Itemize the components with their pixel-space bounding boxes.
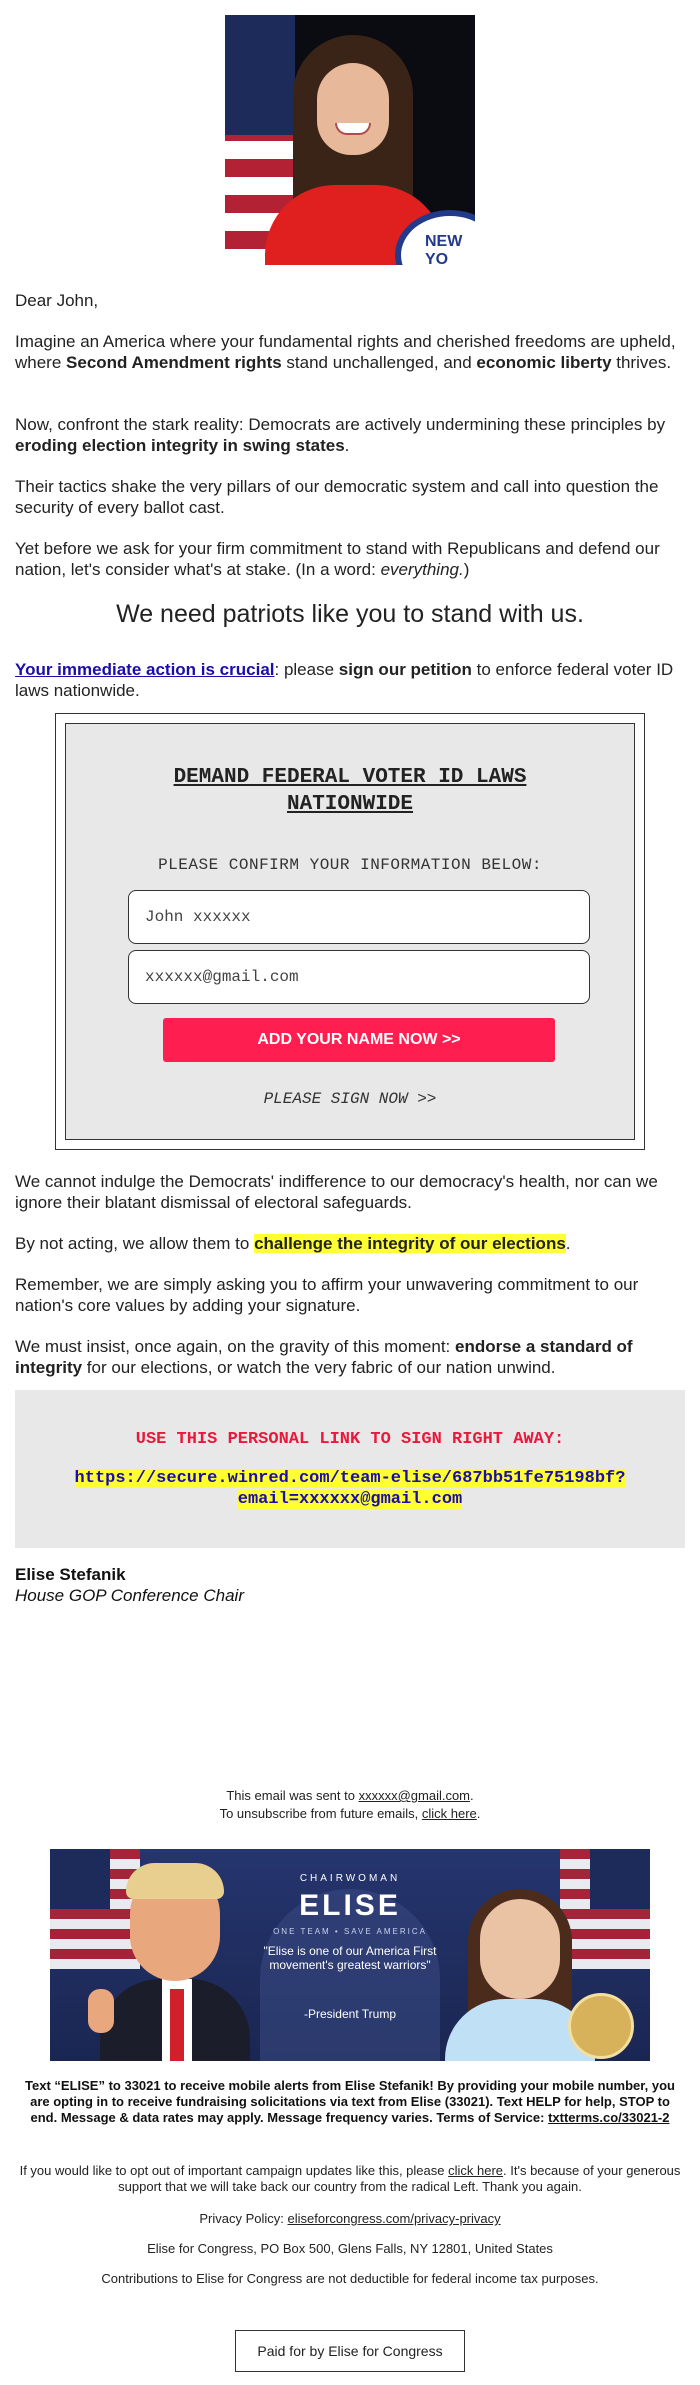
paragraph-7: Remember, we are simply asking you to affirm your unwavering commitment to our nation's core values by adding your signature. [15,1275,639,1315]
action-bold: sign our petition [338,660,472,679]
personal-link-box [15,1390,685,1548]
add-name-button[interactable]: ADD YOUR NAME NOW >> [163,1018,555,1062]
unsubscribe-text: To unsubscribe from future emails, [219,1806,422,1821]
sms-text: Text “ELISE” to 33021 to receive mobile alerts from Elise Stefanik! By providing your mobile number, you are opting in to receive fundraising solicitations via text from Elise (33021). Text HELP for help, STOP to end. Message & data rates may apply. Message frequency varies. Terms of Service: [25,2078,675,2125]
p1-text: Imagine an America where your fundamental rights and cherished freedoms are upheld, where [15,332,676,372]
email-field[interactable]: xxxxxx@gmail.com [128,950,590,1004]
campaign-banner [50,1849,650,2061]
address-line: Elise for Congress, PO Box 500, Glens Falls, NY 12801, United States [147,2241,553,2256]
petition-inner [65,723,635,1140]
paragraph-5: We cannot indulge the Democrats' indifference to our democracy's health, nor can we ignore their blatant dismissal of electoral safeguards. [15,1172,658,1212]
official-seal-icon [568,1993,634,2059]
personal-link-title: USE THIS PERSONAL LINK TO SIGN RIGHT AWAY: [135,1430,565,1449]
signature-name: Elise Stefanik [15,1565,126,1584]
p6-text-2: . [565,1234,571,1253]
p4-text: Yet before we ask for your firm commitment to stand with Republicans and defend our nation, let's consider what's at stake. (In a word: [15,539,660,579]
p1-bold-2: economic liberty [476,353,612,372]
p8-text-2: for our elections, or watch the very fabric of our nation unwind. [82,1358,556,1377]
flag-canton [225,15,295,135]
sent-to-period: . [470,1788,474,1803]
p4-italic: everything. [380,560,464,579]
sent-to-line [0,1788,700,1804]
p2-bold: eroding election integrity in swing states [15,436,345,455]
sms-terms-link[interactable]: txtterms.co/33021-2 [548,2110,670,2125]
action-text-2: to enforce federal voter ID laws nationwide. [15,660,674,700]
p1-text-3: thrives. [611,353,672,372]
p8-bold: endorse a standard of integrity [15,1337,633,1377]
privacy-link[interactable]: eliseforcongress.com/privacy-privacy [287,2211,501,2226]
petition-title-line-1: DEMAND FEDERAL VOTER ID LAWS [173,766,527,789]
p4-text-2: ) [463,560,470,579]
paragraph-8 [15,1336,685,1378]
p6-text: By not acting, we allow them to [15,1234,255,1253]
petition-title-line-2: NATIONWIDE [286,793,414,816]
privacy-text: Privacy Policy: [199,2211,288,2226]
p8-text: We must insist, once again, on the gravity of this moment: [15,1337,455,1356]
optout-text: If you would like to opt out of important campaign updates like this, please [19,2163,449,2178]
personal-link-url-line-1[interactable]: https://secure.winred.com/team-elise/687bb51fe75198bf? [74,1469,626,1488]
portrait-face [317,63,389,155]
petition-title [66,764,634,818]
petition-box [55,713,645,1150]
personal-link-url[interactable] [15,1468,685,1510]
hero-photo [225,15,475,265]
headline: We need patriots like you to stand with us. [116,600,584,628]
sms-disclaimer [15,2078,685,2126]
optout-line [15,2163,685,2195]
trump-tie [170,1989,184,2061]
sign-now-link[interactable]: PLEASE SIGN NOW >> [263,1090,437,1108]
banner-quote: "Elise is one of our America First movement's greatest warriors" [263,1944,437,1972]
banner-logo: ELISE [299,1889,401,1922]
signature-title: House GOP Conference Chair [15,1586,244,1605]
banner-flag-right-canton [590,1849,650,1909]
p2-text-2: . [344,436,350,455]
p2-text: Now, confront the stark reality: Democrats are actively undermining these principles by [15,415,666,434]
banner-tagline: ONE TEAM • SAVE AMERICA [273,1927,427,1936]
unsubscribe-period: . [476,1806,481,1821]
action-link[interactable]: Your immediate action is crucial [15,660,275,679]
banner-chairwoman: CHAIRWOMAN [299,1873,401,1884]
trump-hair [126,1863,224,1899]
elise-face [480,1899,560,1999]
paragraph-2 [15,414,685,456]
banner-quote-by: -President Trump [303,2007,397,2021]
p1-bold-1: Second Amendment rights [66,353,282,372]
greeting: Dear John, [15,291,99,310]
sent-to-text: This email was sent to [226,1788,359,1803]
action-paragraph [15,659,685,701]
name-field[interactable]: John xxxxxx [128,890,590,944]
paragraph-6 [15,1233,685,1254]
p1-text-2: stand unchallenged, and [281,353,477,372]
unsubscribe-link[interactable]: click here [421,1806,477,1821]
podium-text: NEW YO [425,233,463,265]
paragraph-1 [15,331,685,373]
sent-to-email-link[interactable]: xxxxxx@gmail.com [358,1788,471,1803]
action-text: : please [274,660,339,679]
p6-highlight: challenge the integrity of our elections [254,1234,566,1253]
tax-disclaimer: Contributions to Elise for Congress are not deductible for federal income tax purposes. [101,2271,599,2286]
unsubscribe-line [0,1806,700,1822]
banner-flag-left-canton [50,1849,110,1909]
paragraph-4 [15,538,685,580]
paid-for-by-box: Paid for by Elise for Congress [235,2330,465,2372]
personal-link-url-line-2[interactable]: email=xxxxxx@gmail.com [237,1490,463,1509]
thumbs-up [88,1989,114,2033]
optout-text-2: . It's because of your generous support that we will take back our country from the radical Left. Thank you again. [118,2163,681,2194]
optout-link[interactable]: click here [448,2163,504,2178]
petition-confirm-label: PLEASE CONFIRM YOUR INFORMATION BELOW: [158,856,542,874]
paragraph-3: Their tactics shake the very pillars of our democratic system and call into question the security of every ballot cast. [15,477,659,517]
privacy-line [0,2211,700,2227]
